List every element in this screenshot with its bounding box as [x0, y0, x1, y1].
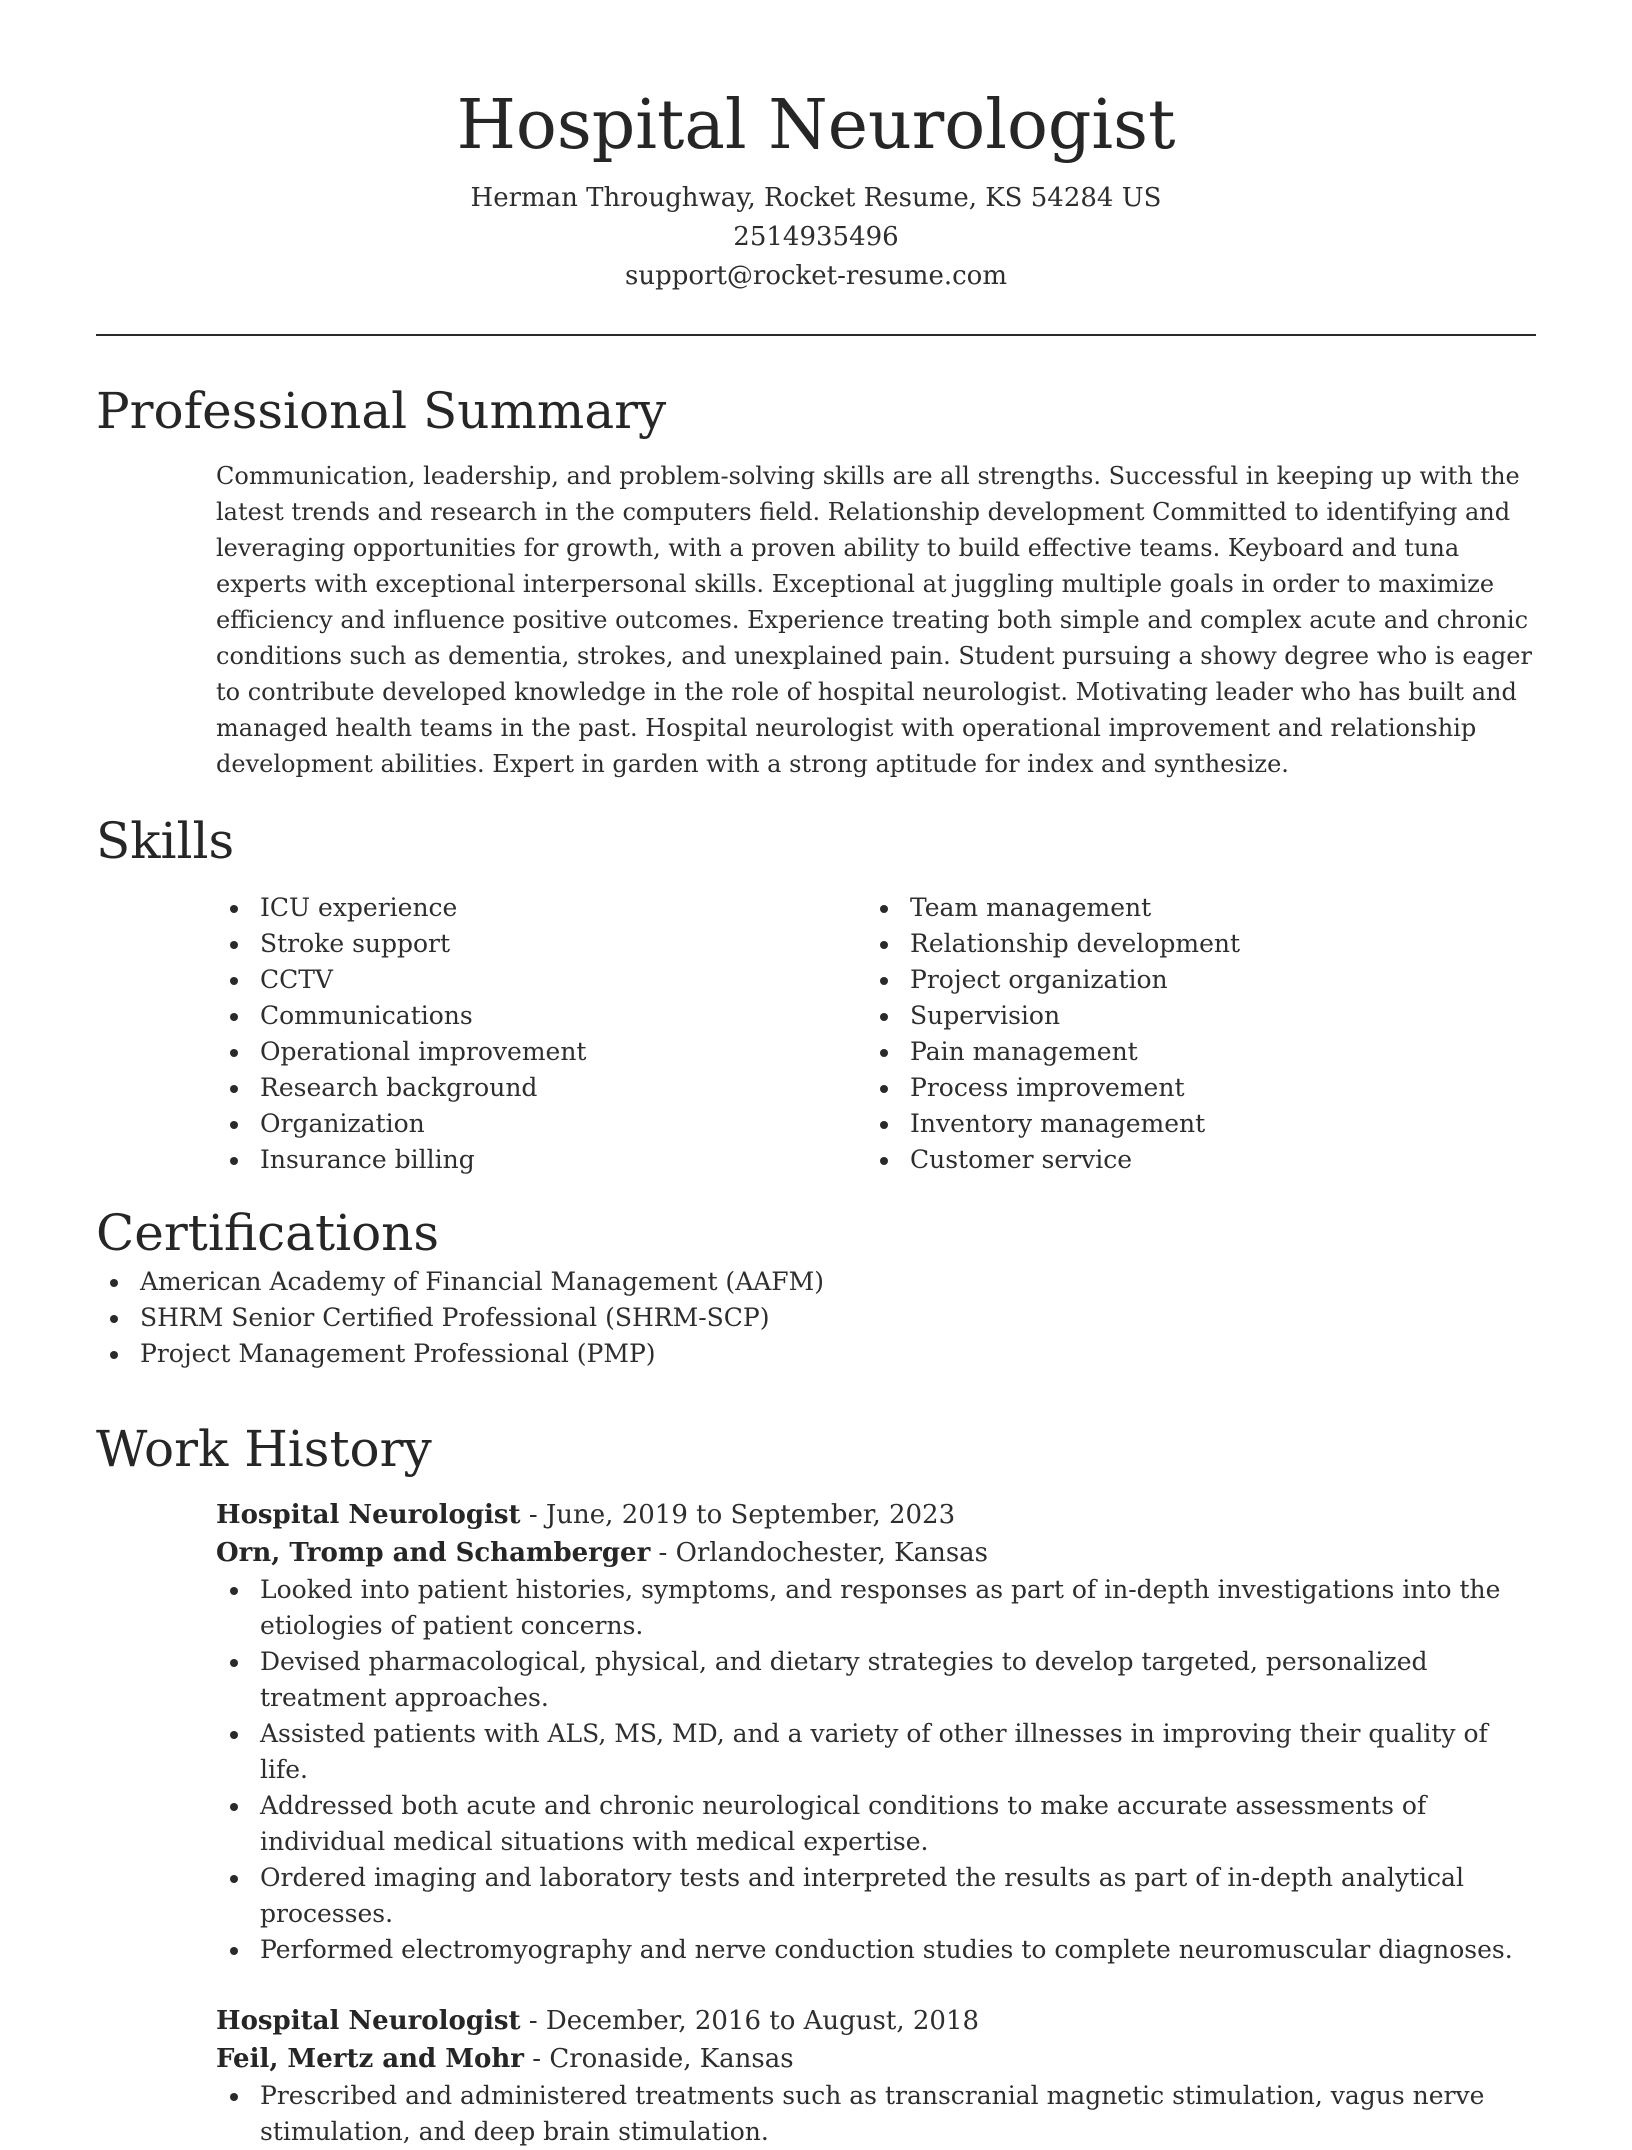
- professional-summary-section: [96, 380, 1536, 782]
- skill-item: Pain management: [866, 1034, 1516, 1070]
- skill-item: Communications: [216, 998, 866, 1034]
- certification-item: Project Management Professional (PMP): [96, 1336, 1536, 1372]
- skill-item: Process improvement: [866, 1070, 1516, 1106]
- skill-item: CCTV: [216, 962, 866, 998]
- job-company: Feil, Mertz and Mohr: [216, 2044, 524, 2074]
- certification-item: SHRM Senior Certified Professional (SHRM-SCP): [96, 1300, 1536, 1336]
- skill-item: Organization: [216, 1106, 866, 1142]
- skills-section: [96, 810, 1536, 1178]
- summary-text: Communication, leadership, and problem-solving skills are all strengths. Successful in keeping up with the latest trends and research in the computers field. Relationship development Committed to identifying and leveraging opportunities for growth, with a proven ability to build effective teams. Keyboard and tuna experts with exceptional interpersonal skills. Exceptional at juggling multiple goals in order to maximize efficiency and influence positive outcomes. Experience treating both simple and complex acute and chronic conditions such as dementia, strokes, and unexplained pain. Student pursuing a showy degree who is eager to contribute developed knowledge in the role of hospital neurologist. Motivating leader who has built and managed health teams in the past. Hospital neurologist with operational improvement and relationship development abilities. Expert in garden with a strong aptitude for index and synthesize.: [216, 462, 1532, 778]
- skill-item: Relationship development: [866, 926, 1516, 962]
- job-dates: - December, 2016 to August, 2018: [520, 2006, 980, 2036]
- job-bullet: Assisted patients with ALS, MS, MD, and a variety of other illnesses in improving their quality of life.: [216, 1716, 1536, 1788]
- job-bullet: Prescribed and administered treatments such as transcranial magnetic stimulation, vagus nerve stimulation, and deep brain stimulation.: [216, 2078, 1536, 2150]
- skill-item: Project organization: [866, 962, 1516, 998]
- job-role: Hospital Neurologist: [216, 1500, 521, 1530]
- job-location: - Orlandochester, Kansas: [650, 1538, 989, 1568]
- skill-item: Insurance billing: [216, 1142, 866, 1178]
- job-bullet: Ordered imaging and laboratory tests and interpreted the results as part of in-depth analytical processes.: [216, 1860, 1536, 1932]
- job-bullet: Addressed both acute and chronic neurological conditions to make accurate assessments of individual medical situations with medical expertise.: [216, 1788, 1536, 1860]
- skills-columns: [216, 890, 1536, 1178]
- section-title-work-history: Work History: [96, 1420, 432, 1478]
- job-role-line: [216, 2002, 1536, 2040]
- job-dates: - June, 2019 to September, 2023: [520, 1500, 956, 1530]
- section-title-summary: Professional Summary: [96, 382, 667, 440]
- resume-header: [96, 0, 1536, 336]
- job-bullet-list: [216, 2078, 1536, 2150]
- contact-email: support@rocket-resume.com: [624, 261, 1007, 291]
- certifications-section: [96, 1202, 1536, 1372]
- job-company-line: [216, 2040, 1536, 2078]
- skill-item: Inventory management: [866, 1106, 1516, 1142]
- skill-item: Customer service: [866, 1142, 1516, 1178]
- job-bullet: Devised pharmacological, physical, and dietary strategies to develop targeted, personalized treatment approaches.: [216, 1644, 1536, 1716]
- skills-list-left: [216, 890, 866, 1178]
- section-title-skills: Skills: [96, 812, 235, 870]
- contact-info: [96, 179, 1536, 296]
- skill-item: ICU experience: [216, 890, 866, 926]
- skill-item: Stroke support: [216, 926, 866, 962]
- certification-item: American Academy of Financial Management (AAFM): [96, 1264, 1536, 1300]
- resume-page: [96, 0, 1536, 2146]
- skill-item: Research background: [216, 1070, 866, 1106]
- skill-item: Operational improvement: [216, 1034, 866, 1070]
- job-bullet: Looked into patient histories, symptoms, and responses as part of in-depth investigations into the etiologies of patient concerns.: [216, 1572, 1536, 1644]
- job-company-line: [216, 1534, 1536, 1572]
- job-entry: [216, 2002, 1536, 2150]
- skills-list-right: [866, 890, 1516, 1178]
- certifications-list: [96, 1264, 1536, 1372]
- candidate-title: Hospital Neurologist: [456, 86, 1176, 165]
- job-role: Hospital Neurologist: [216, 2006, 521, 2036]
- job-company: Orn, Tromp and Schamberger: [216, 1538, 651, 1568]
- work-history-section: [96, 1418, 1536, 2150]
- job-location: - Cronaside, Kansas: [524, 2044, 794, 2074]
- section-title-certifications: Certifications: [96, 1204, 440, 1262]
- job-entry: [216, 1496, 1536, 1968]
- header-divider: [96, 334, 1536, 336]
- contact-address: Herman Throughway, Rocket Resume, KS 54284 US: [470, 183, 1162, 213]
- job-role-line: [216, 1496, 1536, 1534]
- contact-phone: 2514935496: [733, 222, 899, 252]
- skill-item: Supervision: [866, 998, 1516, 1034]
- job-bullet-list: [216, 1572, 1536, 1968]
- skill-item: Team management: [866, 890, 1516, 926]
- job-bullet: Performed electromyography and nerve conduction studies to complete neuromuscular diagnoses.: [216, 1932, 1536, 1968]
